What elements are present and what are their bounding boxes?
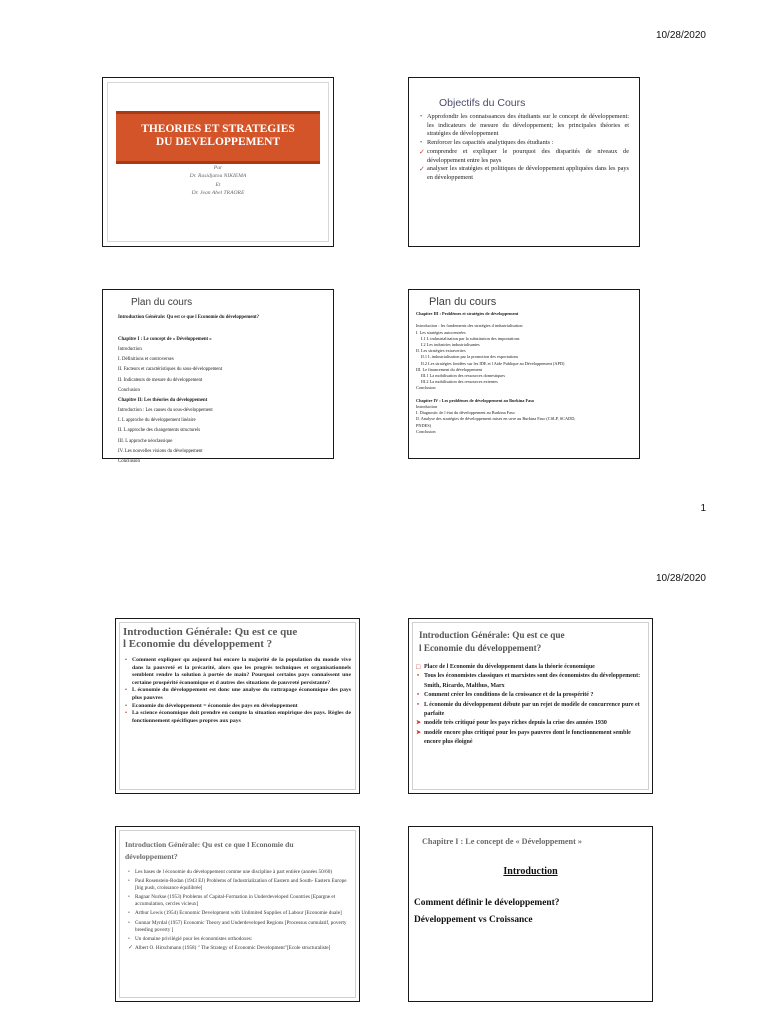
slide-chapitre-1 — [408, 826, 653, 1002]
plan-2-line: I.2 Les industries industrialisantes — [421, 342, 480, 347]
plan-2-line: I. Les stratégies autocentrées — [416, 329, 466, 335]
intro-3-list — [135, 869, 349, 952]
chapitre-1-line2: Développement vs Croissance — [414, 915, 533, 925]
objectif-item-4: ✓ analyser les stratégies et politiques de développement appliquées dans les pays en développement — [427, 165, 629, 182]
intro-1-item: • La science économique doit prendre en compte la situation empirique des pays. Règles de fonctionnement spécifiques propres aux pays — [132, 710, 351, 725]
plan-1-line: IV. Les nouvelles visions du développement — [118, 448, 203, 454]
plan-2-line: II. Analyse des stratégies de développement mises en uvre au Burkina Faso (CSLP, SCADD, — [416, 416, 576, 422]
slide-objectifs — [408, 77, 640, 247]
intro-1-item: • Economie du développement = économie des pays en développement — [132, 703, 351, 711]
plan-1-heading: Introduction Générale: Qu est ce que l Economie du développement? — [118, 315, 260, 320]
plan-1-line: Conclusion — [118, 387, 140, 393]
page-date-2: 10/28/2020 — [655, 573, 706, 584]
plan-2-line: PNDES) — [416, 422, 432, 428]
objectif-item-3: ✓ comprendre et expliquer le pourquoi des disparités de niveaux de développement entre les pays — [427, 148, 629, 165]
intro-3-item: • Les bases de l économie du développement comme une discipline à part entière (années 50/60) — [135, 869, 349, 876]
plan-1-line: Chapitre II: Les théories du développement — [118, 397, 208, 403]
intro-2-item: □ Place de l Economie du développement dans la théorie économique — [424, 663, 644, 672]
author-2: Dr. Jean Abel TRAORE — [191, 190, 245, 197]
intro-3-item: • Gunnar Myrdal (1957) Economic Theory and Underdeveloped Regions [Processus cumulatif, poverty breeding poverty ] — [135, 920, 349, 934]
intro-2-item: • L économie du développement débute par un rejet de modèle de concurrence pure et parfaite — [424, 701, 644, 720]
slide-plan-2-title: Plan du cours — [429, 296, 497, 308]
objectifs-list — [427, 113, 629, 183]
plan-2-line: II. Les stratégies extraverties — [416, 348, 466, 354]
slide-intro-3-title — [125, 839, 294, 863]
intro-3-item: • Un domaine privilégié pour les économistes orthodoxes: — [135, 936, 349, 943]
plan-2-line: Conclusion — [416, 428, 436, 434]
objectif-item-1: • Approfondir les connaissances des étudiants sur le concept de développement: les indicateurs de mesure du développement; les principales théories et stratégies de développement — [427, 113, 629, 139]
par-label: Par — [213, 165, 223, 171]
plan-2-line: II.2 Les stratégies fondées sur les IDE et l Aide Publique au Développement (APD) — [421, 360, 565, 366]
chapitre-1-line1: Comment définir le développement? — [414, 898, 560, 908]
slide-intro-3-title-line1: Introduction Générale: Qu est ce que l Economie du — [125, 840, 294, 849]
intro-2-item: • Comment créer les conditions de la croissance et de la prospérité ? — [424, 691, 644, 700]
slide-plan-2 — [408, 289, 640, 459]
plan-1-line: II. Indicateurs de mesure du développement — [118, 377, 203, 383]
author-1: Dr. Rasidjatou NIKIEMA — [189, 173, 247, 180]
plan-1-line: Conclusion — [118, 458, 140, 464]
plan-2-line: III. Le financement du développement — [416, 366, 482, 372]
slide-plan-1 — [102, 289, 334, 464]
intro-2-item: ➤ modèle encore plus critiqué pour les pays pauvres dont le fonctionnement semble encore plus éloigné — [424, 729, 644, 748]
plan-2-line: Introduction : les fondements des stratégies d industrialisation — [416, 323, 523, 329]
slide-title-line2: DU DEVELOPPEMENT — [155, 136, 281, 148]
chapitre-1-subtitle: Introduction — [503, 866, 558, 877]
plan-1-line: III. L approche néoclassique — [118, 438, 173, 444]
plan-2-line: III.2 La mobilisation des ressources externes — [421, 379, 498, 385]
intro-2-list — [424, 663, 644, 748]
intro-1-list — [132, 657, 351, 725]
slide-intro-2 — [408, 618, 653, 794]
plan-1-line: I. Définitions et controverses — [118, 357, 174, 363]
plan-2-line: II.1 L industrialisation par la promotion des exportations — [421, 354, 519, 360]
objectif-item-2: • Renforcer les capacités analytiques des étudiants : — [427, 139, 629, 148]
slide-plan-1-title: Plan du cours — [131, 297, 193, 308]
plan-2-line: Introduction — [416, 404, 438, 410]
plan-1-line: I. L approche du développement linéaire — [118, 418, 196, 424]
slide-intro-2-title-line2: l Economie du développement? — [419, 642, 542, 653]
slide-intro-1-title-line2: l Economie du développement ? — [123, 638, 273, 650]
intro-3-item: • Arthur Lewis (1954) Economic Development with Unlimited Supplies of Labour [Economie duale] — [135, 910, 349, 917]
plan-1-body — [118, 335, 318, 467]
plan-1-line: Chapitre I : Le concept de « Développement » — [118, 337, 212, 342]
intro-3-item: • Paul Rosenstein-Rodan (1943 EJ) Problems of Industrialization of Eastern and South- Eastern Europe [big push, croissance équilibrée] — [135, 878, 349, 892]
slide-intro-3-title-line2: développement? — [125, 852, 178, 861]
plan-1-line: Introduction : Les causes du sous-développement — [118, 408, 213, 414]
plan-2-body — [416, 311, 639, 435]
plan-2-line: Conclusion — [416, 385, 436, 391]
chapitre-1-title: Chapitre I : Le concept de « Développement » — [422, 837, 582, 846]
plan-1-line: II. L approche des changements structurels — [118, 428, 201, 434]
intro-3-item: • Ragnar Nurkse (1953) Problems of Capital-Formation in Underdeveloped Countries [Epargne et accumulation, cercles vicieux] — [135, 894, 349, 908]
title-band — [116, 111, 320, 164]
page-date-1: 10/28/2020 — [655, 30, 706, 41]
slide-intro-3 — [115, 826, 360, 1002]
slide-intro-2-title-line1: Introduction Générale: Qu est ce que — [419, 630, 565, 640]
intro-1-item: • L économie du développement est donc une analyse du rattrapage économique des pays plus pauvres — [132, 687, 351, 702]
plan-2-line: Chapitre IV : Les problèmes de développement au Burkina Faso — [416, 397, 535, 403]
slide-title — [102, 77, 334, 247]
intro-2-item: ➤ modèle très critiqué pour les pays riches depuis la crise des années 1930 — [424, 719, 644, 728]
et-label: Et — [215, 181, 221, 188]
plan-2-line: I. Diagnostic de l état du développement au Burkina Faso — [416, 410, 515, 416]
plan-1-line: II. Facteurs et caractéristiques du sous-développement — [118, 367, 223, 373]
slide-intro-1-title-line1: Introduction Générale: Qu est ce que — [123, 626, 298, 638]
intro-1-item: • Comment expliquer qu aujourd hui encore la majorité de la population du monde vive dans la pauvreté et la précarité, alors que les progrès techniques et organisationnels semblent rendre la solution à portée de main? Pourquoi certains pays connaissent une certaine prospérité économique et d autres des situations de pauvreté persistante? — [132, 657, 351, 687]
slide-intro-1 — [115, 618, 360, 794]
slide-objectifs-title: Objectifs du Cours — [439, 97, 526, 109]
plan-1-line: Introduction — [118, 347, 142, 353]
intro-3-item: ✓ Albert O. Hirschmann (1958) " The Strategy of Economic Development"[Ecole structuraliste] — [135, 945, 349, 952]
slide-intro-2-title — [419, 629, 565, 654]
page-number-1: 1 — [700, 503, 706, 514]
plan-2-line: Chapitre III : Problèmes et stratégies de développement — [416, 311, 519, 316]
plan-2-line: I.1 L industrialisation par la substitution des importations — [421, 335, 520, 341]
plan-2-line: III.1 La mobilisation des ressources domestiques — [421, 373, 506, 379]
slide-title-line1: THEORIES ET STRATEGIES — [141, 123, 295, 135]
intro-2-item: • Tous les économistes classiques et marxistes sont des économistes du développement: Smith, Ricardo, Malthus, Marx — [424, 672, 644, 691]
slide-intro-1-title — [123, 626, 297, 650]
